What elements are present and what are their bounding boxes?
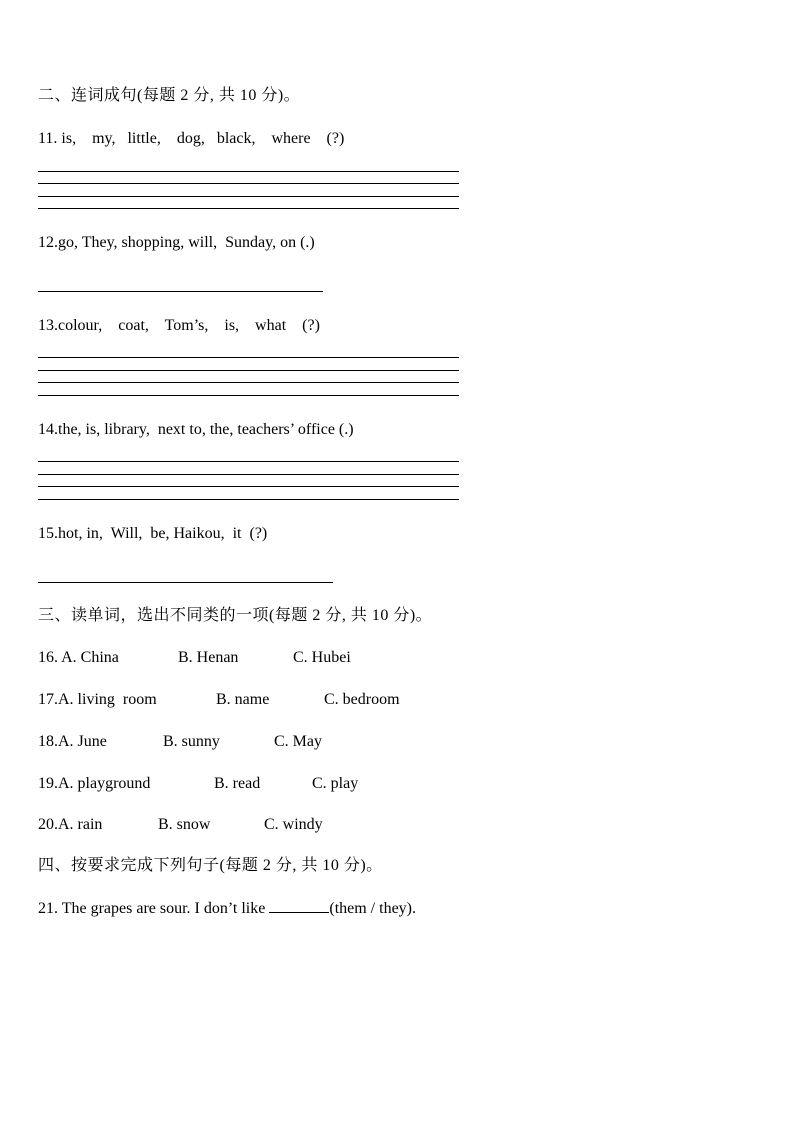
answer-line <box>38 171 459 172</box>
answer-line <box>38 357 459 358</box>
question-21-text: 21. The grapes are sour. I don’t like <box>38 900 270 917</box>
answer-line <box>38 370 459 371</box>
question-21 <box>38 898 416 919</box>
question-19-option-c: C. play <box>312 775 359 792</box>
question-14: 14.the, is, library, next to, the, teachers’ office (.) <box>38 421 354 438</box>
question-20-option-c: C. windy <box>264 816 323 833</box>
answer-line <box>38 461 459 462</box>
answer-line <box>38 395 459 396</box>
section-4-heading: 四、按要求完成下列句子(每题 2 分, 共 10 分)。 <box>38 857 383 874</box>
answer-line <box>38 582 333 583</box>
answer-line <box>38 196 459 197</box>
question-16-option-c: C. Hubei <box>293 649 351 666</box>
question-13: 13.colour, coat, Tom’s, is, what (?) <box>38 317 320 334</box>
fill-in-blank <box>269 898 329 913</box>
section-2-heading: 二、连词成句(每题 2 分, 共 10 分)。 <box>38 87 301 104</box>
question-18-option-c: C. May <box>274 733 322 750</box>
answer-line <box>38 291 323 292</box>
question-19-option-b: B. read <box>214 775 261 792</box>
answer-line <box>38 499 459 500</box>
question-19-option-a: 19.A. playground <box>38 775 151 792</box>
answer-line <box>38 474 459 475</box>
question-15: 15.hot, in, Will, be, Haikou, it (?) <box>38 525 268 542</box>
question-11: 11. is, my, little, dog, black, where (?) <box>38 130 345 147</box>
answer-line <box>38 183 459 184</box>
question-21-hint: (them / they). <box>329 900 416 917</box>
question-17-option-c: C. bedroom <box>324 691 400 708</box>
answer-line <box>38 486 459 487</box>
question-17-option-b: B. name <box>216 691 270 708</box>
question-18-option-b: B. sunny <box>163 733 220 750</box>
question-17-option-a: 17.A. living room <box>38 691 157 708</box>
answer-line <box>38 382 459 383</box>
question-16-option-a: 16. A. China <box>38 649 119 666</box>
question-16-option-b: B. Henan <box>178 649 239 666</box>
question-12: 12.go, They, shopping, will, Sunday, on (.) <box>38 234 315 251</box>
section-3-heading: 三、读单词，选出不同类的一项(每题 2 分, 共 10 分)。 <box>38 607 433 624</box>
question-20-option-b: B. snow <box>158 816 211 833</box>
question-18-option-a: 18.A. June <box>38 733 107 750</box>
answer-line <box>38 208 459 209</box>
question-20-option-a: 20.A. rain <box>38 816 103 833</box>
